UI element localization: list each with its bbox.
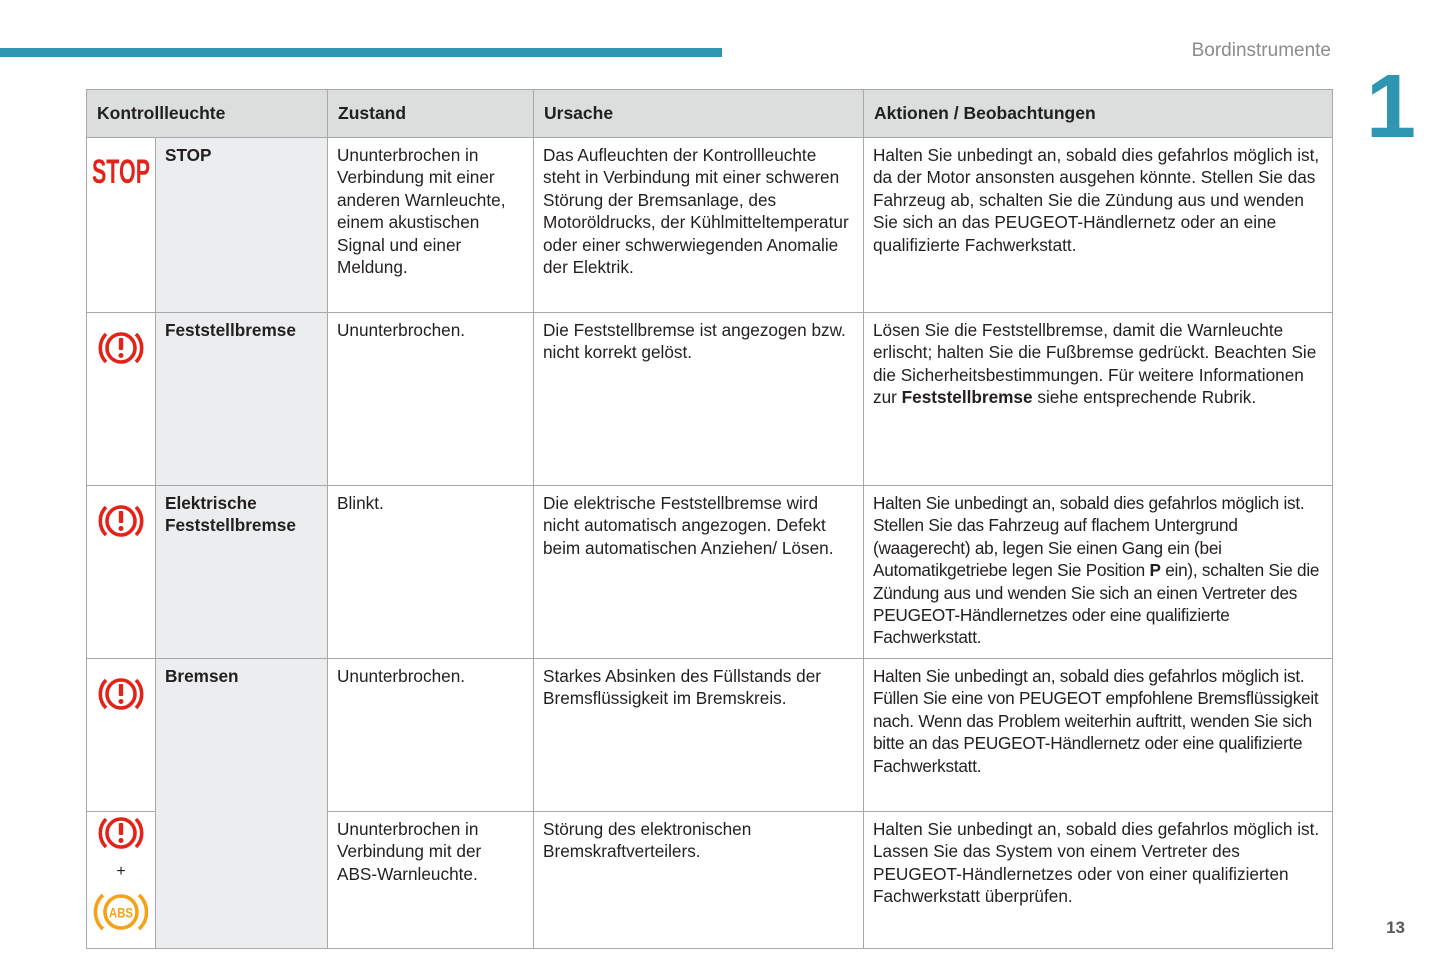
- warning-light-name: STOP: [156, 138, 328, 313]
- icon-cell: [87, 138, 156, 313]
- action-cell: Halten Sie unbedingt an, sobald dies gefahrlos möglich ist. Stellen Sie das Fahrzeug auf flachem Untergrund (waagerecht) ab, legen Sie einen Gang ein (bei Automatikgetriebe legen Sie Position P ein), schalten Sie die Zündung aus und wenden Sie sich an einen Vertreter des PEUGEOT-Händlernetzes oder eine qualifizierte Fachwerkstatt.: [864, 486, 1333, 659]
- cause-cell: Störung des elektronischen Bremskraftverteilers.: [534, 812, 864, 949]
- warning-light-name: Elektrische Feststellbremse: [156, 486, 328, 659]
- action-cell: Halten Sie unbedingt an, sobald dies gefahrlos möglich ist. Füllen Sie eine von PEUGEOT empfohlene Bremsflüssigkeit nach. Wenn das Problem weiterhin auftritt, wenden Sie sich bitte an das PEUGEOT-Händlernetz oder eine qualifizierte Fachwerkstatt.: [864, 659, 1333, 812]
- state-cell: Ununterbrochen.: [328, 313, 534, 486]
- column-header: Aktionen / Beobachtungen: [864, 90, 1333, 138]
- abs-icon: [91, 888, 151, 936]
- brake-warning-icon: [96, 327, 146, 369]
- state-cell: Ununterbrochen in Verbindung mit der ABS-Warnleuchte.: [328, 812, 534, 949]
- table-row: [87, 659, 1333, 812]
- plus-sign: +: [116, 863, 126, 881]
- warning-light-name: Bremsen: [156, 659, 328, 949]
- stop-icon: [90, 153, 152, 191]
- icon-cell: [87, 659, 156, 812]
- table-row: [87, 486, 1333, 659]
- table-header-row: [87, 90, 1333, 138]
- action-cell: Halten Sie unbedingt an, sobald dies gefahrlos möglich ist. Lassen Sie das System von einem Vertreter des PEUGEOT-Händlernetzes oder von einer qualifizierten Fachwerkstatt überprüfen.: [864, 812, 1333, 949]
- column-header: Ursache: [534, 90, 864, 138]
- page-number: 13: [1386, 918, 1405, 937]
- brake-warning-icon: [96, 500, 146, 542]
- action-cell: Lösen Sie die Feststellbremse, damit die Warnleuchte erlischt; halten Sie die Fußbremse gedrückt. Beachten Sie die Sicherheitsbestimmungen. Für weitere Informationen zur Feststellbremse siehe entsprechende Rubrik.: [864, 313, 1333, 486]
- state-cell: Ununterbrochen.: [328, 659, 534, 812]
- warning-light-name: Feststellbremse: [156, 313, 328, 486]
- state-cell: Blinkt.: [328, 486, 534, 659]
- cause-cell: Starkes Absinken des Füllstands der Bremsflüssigkeit im Bremskreis.: [534, 659, 864, 812]
- action-cell: Halten Sie unbedingt an, sobald dies gefahrlos möglich ist, da der Motor ansonsten ausgehen könnte. Stellen Sie das Fahrzeug ab, schalten Sie die Zündung aus und wenden Sie sich an das PEUGEOT-Händlernetz oder an eine qualifizierte Fachwerkstatt.: [864, 138, 1333, 313]
- column-header: Kontrollleuchte: [87, 90, 328, 138]
- state-cell: Ununterbrochen in Verbindung mit einer anderen Warnleuchte, einem akustischen Signal und einer Meldung.: [328, 138, 534, 313]
- chapter-number: 1: [1366, 57, 1417, 157]
- icon-cell: [87, 812, 156, 949]
- cause-cell: Die elektrische Feststellbremse wird nicht automatisch angezogen. Defekt beim automatischen Anziehen/ Lösen.: [534, 486, 864, 659]
- header-accent-bar: [0, 48, 722, 57]
- cause-cell: Die Feststellbremse ist angezogen bzw. nicht korrekt gelöst.: [534, 313, 864, 486]
- svg-text:ABS: ABS: [109, 904, 133, 921]
- brake-warning-icon: [96, 812, 146, 854]
- warning-lights-table: [86, 89, 1333, 949]
- svg-text:STOP: STOP: [92, 153, 150, 191]
- table-row: [87, 313, 1333, 486]
- icon-cell: [87, 486, 156, 659]
- table-row: [87, 138, 1333, 313]
- section-title: Bordinstrumente: [1191, 40, 1331, 61]
- icon-cell: [87, 313, 156, 486]
- cause-cell: Das Aufleuchten der Kontrollleuchte steht in Verbindung mit einer schweren Störung der Bremsanlage, des Motoröldrucks, der Kühlmitteltemperatur oder einer schwerwiegenden Anomalie der Elektrik.: [534, 138, 864, 313]
- brake-warning-icon: [96, 673, 146, 715]
- column-header: Zustand: [328, 90, 534, 138]
